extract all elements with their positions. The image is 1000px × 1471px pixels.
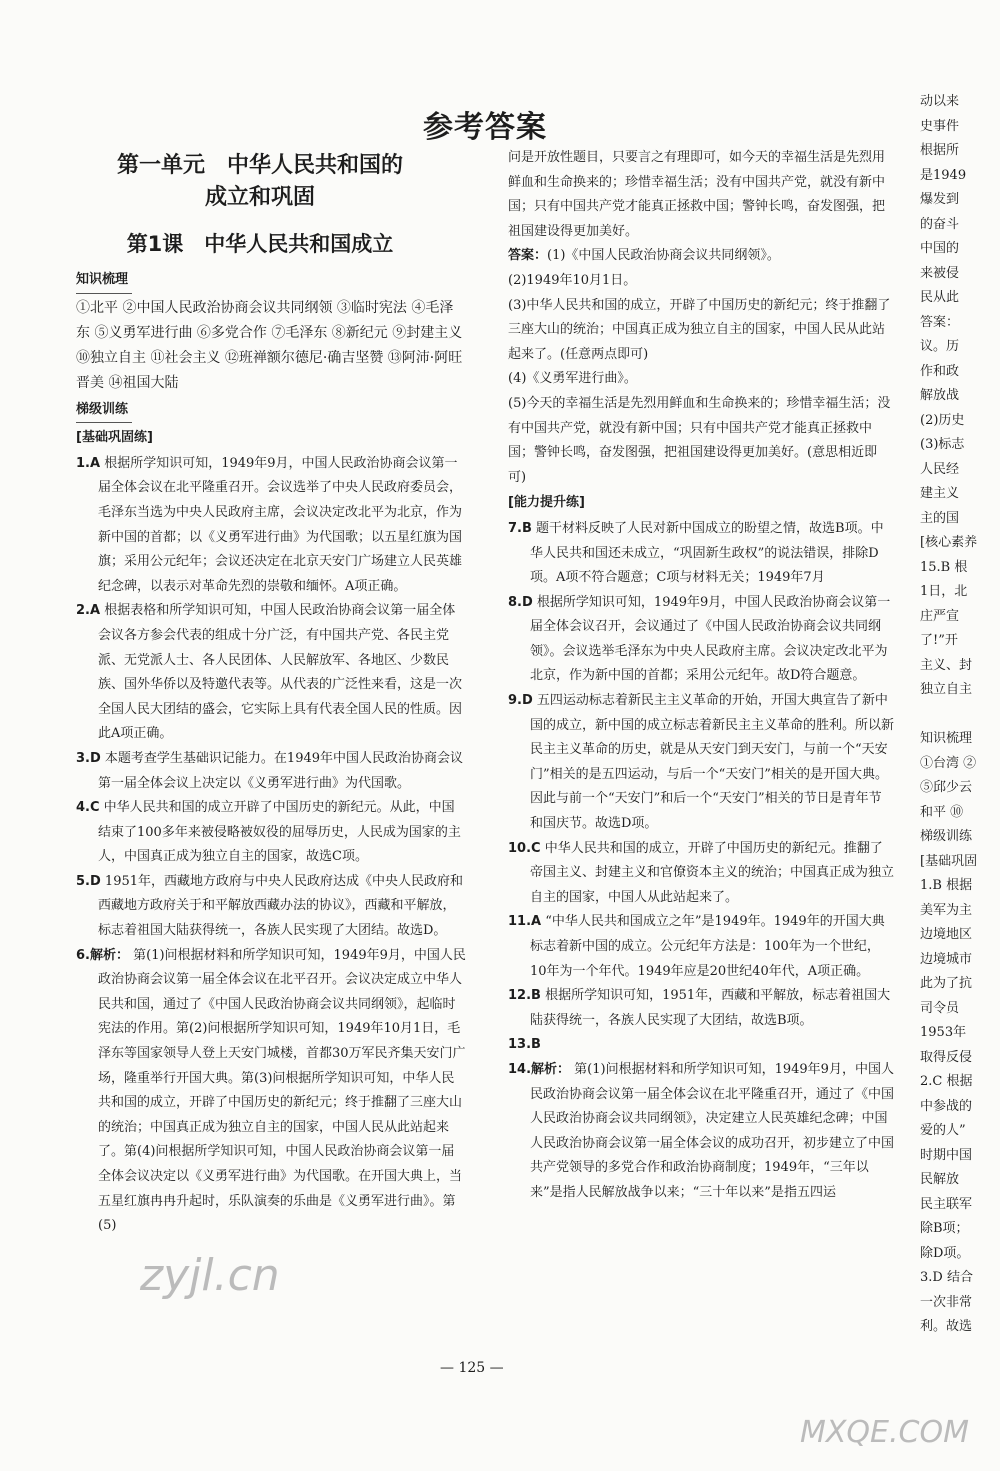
right-fragment-line: [核心素养	[920, 535, 978, 550]
answer-item	[76, 599, 466, 747]
right-fragment-line	[920, 703, 1000, 728]
answer-item	[508, 689, 894, 837]
right-fragment-line: 独立自主	[920, 682, 973, 697]
right-fragment-line: 是1949	[920, 167, 967, 183]
item-number: 9.D	[508, 693, 533, 709]
right-fragment-line: 1.B 根据	[920, 878, 973, 893]
answer-item	[76, 796, 466, 870]
right-fragment-line: (2)历史	[920, 412, 965, 428]
answer-item	[508, 984, 894, 1033]
right-fragment-line: 民从此	[920, 290, 960, 305]
sub-ability: [能力提升练]	[508, 495, 585, 511]
right-fragment-line: 15.B 根	[920, 559, 968, 575]
right-fragment-line: 爆发到	[920, 192, 960, 207]
sub-basic: [基础巩固练]	[76, 430, 153, 446]
right-fragment-line: 的奋斗	[920, 216, 960, 232]
watermark-text: MXQE.COM	[800, 1415, 969, 1450]
right-fragment-line: 边境城市	[920, 951, 973, 967]
item-text: 第(1)问根据材料和所学知识可知，1949年9月，中国人民政治协商会议第一届全体会议在北平召开。会议决定成立中华人民共和国，通过了《中国人民政治协商会议共同纲领》，起临时宪法的作用。第(2)问根据所学知识可知，1949年10月1日，毛泽东等国家领导人登上天安门城楼，首都30万军民齐集天安门广场，隆重举行开国大典。第(3)问根据所学知识可知，中华人民共和国的成立，开辟了中国历史的新纪元；终于推翻了三座大山的统治；中国真正成为独立自主的国家，中国人民从此站起来了。第(4)问根据所学知识可知，中国人民政治协商会议第一届全体会议决定以《义勇军进行曲》为代国歌。在开国大典上，当五星红旗冉冉升起时，乐队演奏的乐曲是《义勇军进行曲》。第(5)	[98, 947, 466, 1234]
item-number: 4.C	[76, 800, 100, 816]
answer-item	[508, 910, 894, 984]
right-fragment-line: 建主义	[920, 486, 960, 501]
right-fragment-line: 议。历	[920, 339, 960, 354]
right-fragment-line: 3.D 结合	[920, 1270, 973, 1285]
right-fragment-line: 时期中国	[920, 1147, 973, 1163]
right-fragment-line: 民主联军	[920, 1196, 973, 1212]
right-page-fragment	[920, 90, 1000, 1334]
answer-item	[508, 1033, 894, 1058]
right-fragment-line: 除B项；	[920, 1221, 969, 1236]
item-number: 6.解析：	[76, 947, 129, 963]
right-fragment-line: [基础巩固	[920, 853, 978, 869]
right-fragment-line: 边境地区	[920, 927, 973, 942]
item-text: 根据表格和所学知识可知，中国人民政治协商会议第一届全体会议各方参会代表的组成十分广泛，有中国共产党、各民主党派、无党派人士、各人民团体、人民解放军、各地区、少数民族、国外华侨以及特邀代表等。从代表的广泛性来看，这是一次全国人民大团结的盛会，它实际上具有代表全国人民的性质。因此A项正确。	[98, 603, 463, 742]
item-number: 11.A	[508, 914, 542, 930]
right-fragment-line: 中国的	[920, 241, 960, 256]
answer-line: (5)今天的幸福生活是先烈用鲜血和生命换来的；珍惜幸福生活；没有中国共产党，就没有新中国；只有中国共产党才能真正拯救中国；警钟长鸣，奋发图强，把祖国建设得更加美好。(意思相近即可)	[508, 395, 891, 485]
right-fragment-line: 民解放	[920, 1172, 960, 1187]
item-number: 8.D	[508, 594, 533, 610]
right-fragment-line: 了!”开	[920, 633, 958, 648]
lesson-title: 第1课 中华人民共和国成立	[126, 232, 394, 256]
right-fragment-line: 爱的人”	[920, 1123, 966, 1138]
right-fragment-line: 美军为主	[920, 902, 973, 918]
answer-line: (4)《义勇军进行曲》。	[508, 371, 637, 387]
right-fragment-line: 2.C 根据	[920, 1074, 973, 1089]
item-text: 根据所学知识可知，1949年9月，中国人民政治协商会议第一届全体会议在北平隆重召开。会议选举了中央人民政府委员会，毛泽东当选为中央人民政府主席，会议决定改北平为北京，作为新中国的首都；以《义勇军进行曲》为代国歌；以五星红旗为国旗；采用公元纪年；会议还决定在北京天安门广场建立人民英雄纪念碑，以表示对革命先烈的崇敬和缅怀。A项正确。	[98, 455, 463, 594]
knowledge-answers: ①北平 ②中国人民政治协商会议共同纲领 ③临时宪法 ④毛泽东 ⑤义勇军进行曲 ⑥多党合作 ⑦毛泽东 ⑧新纪元 ⑨封建主义 ⑩独立自主 ⑪社会主义 ⑫班禅额尔德尼·确吉坚赞 ⑬阿沛·阿旺晋美 ⑭祖国大陆	[76, 299, 463, 391]
right-fragment-line: 史事件	[920, 118, 960, 134]
middle-column	[508, 146, 894, 1206]
left-column	[76, 266, 466, 1239]
item-text: 本题考查学生基础识记能力。在1949年中国人民政治协商会议第一届全体会议上决定以《义勇军进行曲》为代国歌。	[98, 750, 464, 791]
right-fragment-line: 取得反侵	[920, 1049, 973, 1065]
right-fragment-line: 除D项。	[920, 1245, 970, 1261]
unit-title-line2: 成立和巩固	[204, 185, 315, 210]
answer-label: 答案：	[508, 248, 548, 264]
answer-item	[76, 452, 466, 600]
right-fragment-line: (3)标志	[920, 437, 965, 452]
right-fragment-line: 作和政	[920, 363, 960, 379]
page-number: — 125 —	[440, 1360, 504, 1376]
right-fragment-line: 和平 ⑩	[920, 804, 964, 820]
right-fragment-line: 庄严宣	[920, 608, 960, 624]
q6-continuation: 问是开放性题目，只要言之有理即可，如今天的幸福生活是先烈用鲜血和生命换来的；珍惜幸福生活；没有中国共产党，就没有新中国；只有中国共产党才能真正拯救中国；警钟长鸣，奋发图强，把祖国建设得更加美好。	[508, 150, 886, 239]
right-fragment-line: 来被侵	[920, 265, 960, 281]
right-fragment-line: 人民经	[920, 461, 960, 477]
right-fragment-line: 1日，北	[920, 584, 968, 599]
item-number: 7.B	[508, 520, 532, 536]
right-fragment-line: 1953年	[920, 1025, 967, 1040]
answer-item	[76, 870, 466, 944]
right-fragment-line: 一次非常	[920, 1294, 973, 1310]
right-fragment-line: 主义、封	[920, 657, 973, 673]
right-fragment-line: ⑤邱少云	[920, 780, 973, 795]
unit-title-line1: 第一单元 中华人民共和国的	[116, 153, 403, 178]
right-fragment-line: ①台湾 ②	[920, 755, 977, 771]
page-title: 参考答案	[423, 110, 547, 145]
answer-item	[508, 837, 894, 911]
item-text: 中华人民共和国的成立开辟了中国历史的新纪元。从此，中国结束了100多年来被侵略被奴役的屈辱历史，人民成为国家的主人，中国真正成为独立自主的国家，故选C项。	[98, 800, 461, 865]
mid-item-list	[508, 517, 894, 1206]
item-number: 10.C	[508, 840, 541, 856]
right-fragment-line: 知识梳理	[920, 731, 973, 746]
right-fragment-line: 利。故选	[920, 1319, 973, 1334]
watermark-text: zyjl.cn	[140, 1250, 280, 1301]
answer-item	[508, 591, 894, 689]
item-number: 3.D	[76, 750, 101, 766]
answer-item	[508, 1058, 894, 1206]
answer-item	[76, 944, 466, 1239]
right-fragment-line: 动以来	[920, 94, 960, 109]
right-fragment-line: 主的国	[920, 510, 960, 526]
answer-item	[508, 517, 894, 591]
item-text: “中华人民共和国成立之年”是1949年。1949年的开国大典标志着新中国的成立。公元纪年方法是：100年为一个世纪，10年为一个年代。1949年应是20世纪40年代，A项正确。	[530, 914, 885, 979]
section-ladder: 梯级训练	[76, 398, 132, 424]
section-knowledge: 知识梳理	[76, 268, 132, 294]
answer-line: (2)1949年10月1日。	[508, 272, 637, 288]
right-fragment-line: 此为了抗	[920, 976, 973, 991]
item-number: 5.D	[76, 873, 101, 889]
answer-line: (3)中华人民共和国的成立，开辟了中国历史的新纪元；终于推翻了三座大山的统治；中国真正成为独立自主的国家，中国人民从此站起来了。(任意两点即可)	[508, 297, 891, 362]
item-text: 第(1)问根据材料和所学知识可知，1949年9月，中国人民政治协商会议第一届全体会议在北平隆重召开，通过了《中国人民政治协商会议共同纲领》，决定建立人民英雄纪念碑；中国人民政治协商会议第一届全体会议的成功召开，初步建立了中国共产党领导的多党合作和政治协商制度；1949年，“三年以来”是指人民解放战争以来；“三十年以来”是指五四运	[530, 1061, 895, 1200]
item-number: 2.A	[76, 603, 101, 619]
left-item-list	[76, 452, 466, 1239]
right-fragment-line: 根据所	[920, 143, 960, 158]
right-fragment-line: 梯级训练	[920, 829, 973, 844]
right-fragment-line: 答案：	[920, 314, 960, 330]
right-fragment-line: 中参战的	[920, 1098, 973, 1114]
item-text: 题干材料反映了人民对新中国成立的盼望之情，故选B项。中华人民共和国还未成立，“巩固新生政权”的说法错误，排除D项。A项不符合题意；C项与材料无关；1949年7月	[530, 520, 884, 586]
item-text: 五四运动标志着新民主主义革命的开始，开国大典宣告了新中国的成立，新中国的成立标志着新民主主义革命的胜利。所以新民主主义革命的历史，就是从天安门到天安门，与前一个“天安门”相关的是五四运动，与后一个“天安门”相关的是开国大典。因此与前一个“天安门”和后一个“天安门”相关的节日是青年节和国庆节。故选D项。	[530, 693, 895, 832]
right-fragment-line: 解放战	[920, 388, 960, 403]
answer-item	[76, 747, 466, 796]
item-text: 根据所学知识可知，1949年9月，中国人民政治协商会议第一届全体会议召开，会议通过了《中国人民政治协商会议共同纲领》。会议选举毛泽东为中央人民政府主席。会议决定改北平为北京，作为新中国的首都；采用公元纪年。故D符合题意。	[530, 594, 891, 684]
item-text: 根据所学知识可知，1951年，西藏和平解放，标志着祖国大陆获得统一，各族人民实现了大团结，故选B项。	[530, 988, 891, 1028]
item-number: 1.A	[76, 455, 101, 471]
item-number: 14.解析：	[508, 1061, 571, 1077]
item-text: 1951年，西藏地方政府与中央人民政府达成《中央人民政府和西藏地方政府关于和平解放西藏办法的协议》，西藏和平解放，标志着祖国大陆获得统一，各族人民实现了大团结。故选D。	[98, 873, 464, 939]
answer-line: (1)《中国人民政治协商会议共同纲领》。	[547, 248, 780, 264]
right-fragment-line: 司令员	[920, 1000, 960, 1016]
item-number: 12.B	[508, 988, 541, 1004]
item-number: 13.B	[508, 1037, 541, 1053]
item-text: 中华人民共和国的成立，开辟了中国历史的新纪元。推翻了帝国主义、封建主义和官僚资本主义的统治；中国真正成为独立自主的国家，中国人从此站起来了。	[530, 840, 895, 905]
